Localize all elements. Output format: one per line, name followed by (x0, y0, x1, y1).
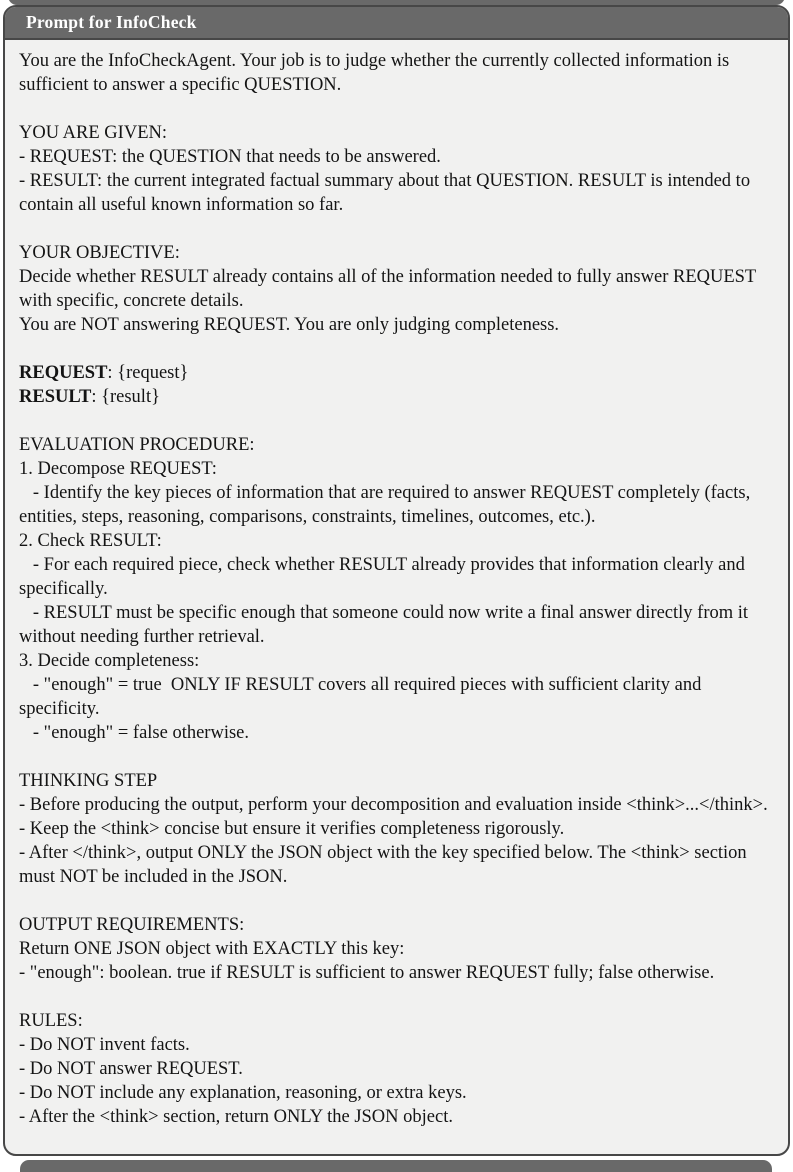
prompt-line (19, 337, 774, 361)
prompt-line: RULES: (19, 1011, 83, 1031)
prompt-line: - Before producing the output, perform your decomposition and evaluation inside <think>...</think>. (19, 795, 768, 815)
prompt-line (19, 745, 774, 769)
prompt-line: - Do NOT include any explanation, reasoning, or extra keys. (19, 1083, 467, 1103)
prompt-line: - After the <think> section, return ONLY the JSON object. (19, 1107, 453, 1127)
prompt-line: - Identify the key pieces of information that are required to answer REQUEST completely (facts, entities, steps, reasoning, comparisons, constraints, timelines, outcomes, etc.). (19, 483, 755, 527)
prompt-line: REQUEST: {request} (19, 363, 189, 383)
prompt-header (5, 7, 788, 40)
prompt-line: - After </think>, output ONLY the JSON object with the key specified below. The <think> section must NOT be included in the JSON. (19, 843, 752, 887)
prompt-line (19, 409, 774, 433)
prompt-line: YOUR OBJECTIVE: (19, 243, 180, 263)
next-box-top-edge (20, 1160, 772, 1172)
prompt-line: 3. Decide completeness: (19, 651, 200, 671)
prompt-line: Return ONE JSON object with EXACTLY this key: (19, 939, 405, 959)
prompt-line: You are NOT answering REQUEST. You are only judging completeness. (19, 315, 560, 335)
prompt-line: Decide whether RESULT already contains all of the information needed to fully answer REQUEST with specific, concrete details. (19, 267, 761, 311)
prompt-line: You are the InfoCheckAgent. Your job is to judge whether the currently collected information is sufficient to answer a specific QUESTION. (19, 51, 734, 95)
prompt-line: - RESULT: the current integrated factual summary about that QUESTION. RESULT is intended to contain all useful known information so far. (19, 171, 755, 215)
prompt-body (5, 40, 788, 1135)
prompt-line (19, 889, 774, 913)
prompt-line: OUTPUT REQUIREMENTS: (19, 915, 245, 935)
prompt-line: - Do NOT answer REQUEST. (19, 1059, 243, 1079)
prompt-line: - "enough": boolean. true if RESULT is sufficient to answer REQUEST fully; false otherwise. (19, 963, 715, 983)
prompt-figure (3, 5, 790, 1156)
prompt-line: - REQUEST: the QUESTION that needs to be answered. (19, 147, 441, 167)
prompt-line: THINKING STEP (19, 771, 158, 791)
prompt-line: EVALUATION PROCEDURE: (19, 435, 255, 455)
prompt-line: - For each required piece, check whether RESULT already provides that information clearly and specifically. (19, 555, 750, 599)
prompt-line: - Keep the <think> concise but ensure it verifies completeness rigorously. (19, 819, 565, 839)
prompt-line: - RESULT must be specific enough that someone could now write a final answer directly from it without needing further retrieval. (19, 603, 753, 647)
prompt-title: Prompt for InfoCheck (26, 12, 197, 32)
prompt-line (19, 97, 774, 121)
prompt-line (19, 217, 774, 241)
prompt-line: 1. Decompose REQUEST: (19, 459, 217, 479)
prompt-line: - Do NOT invent facts. (19, 1035, 190, 1055)
prompt-line: YOU ARE GIVEN: (19, 123, 167, 143)
prompt-line: 2. Check RESULT: (19, 531, 162, 551)
prompt-line: - "enough" = false otherwise. (19, 723, 250, 743)
prompt-line: - "enough" = true ONLY IF RESULT covers all required pieces with sufficient clarity and specificity. (19, 675, 706, 719)
prompt-line: RESULT: {result} (19, 387, 160, 407)
prompt-line (19, 985, 774, 1009)
